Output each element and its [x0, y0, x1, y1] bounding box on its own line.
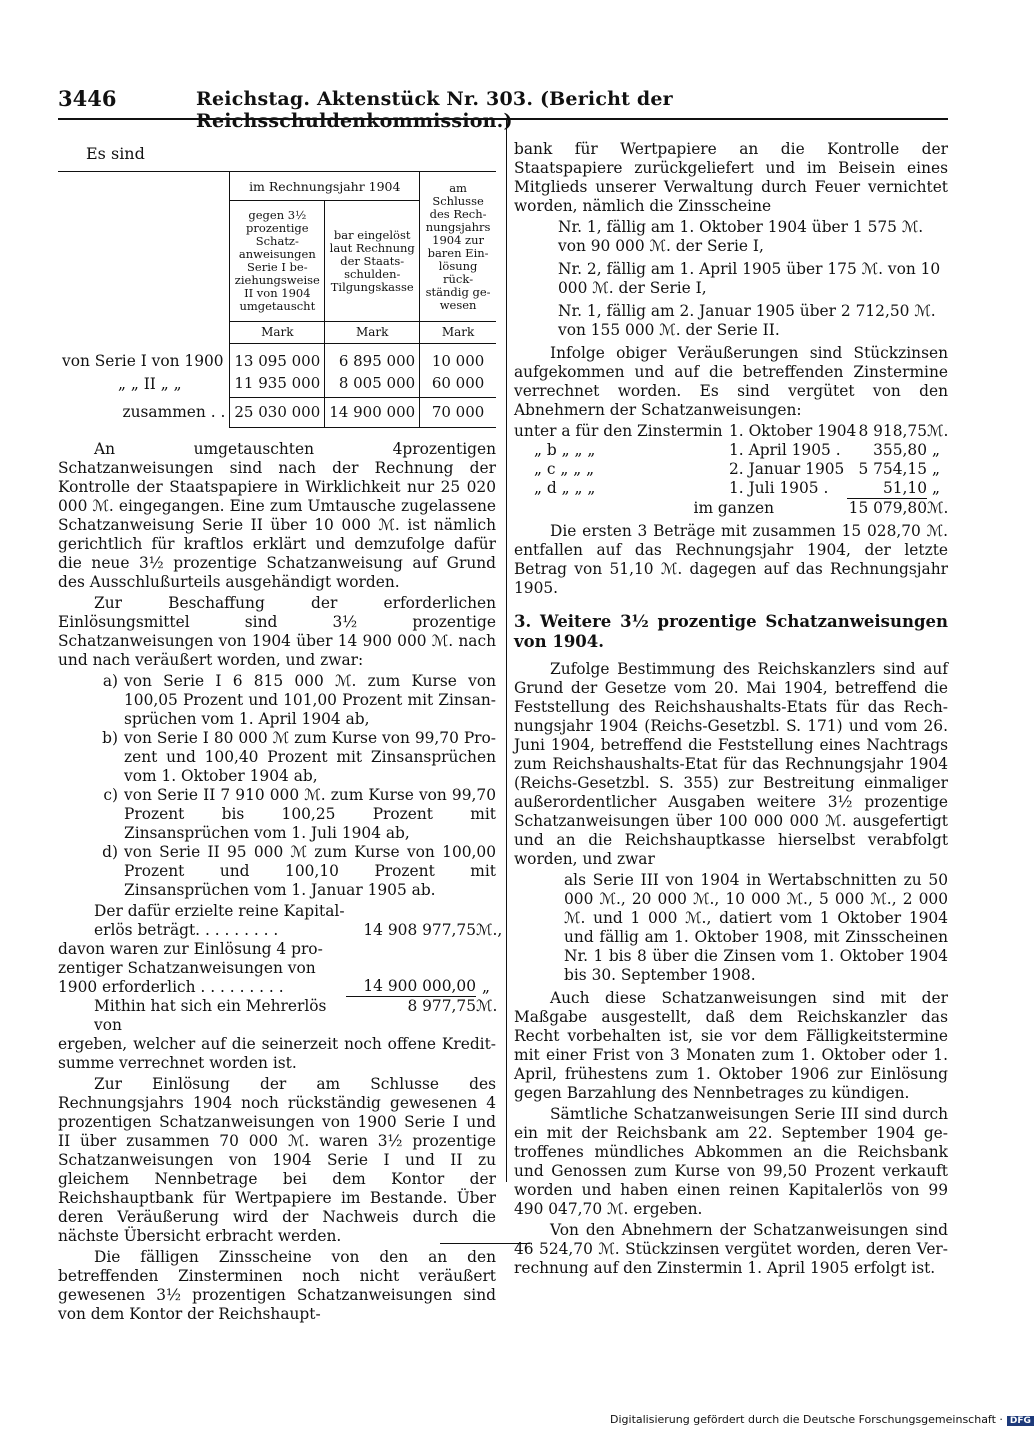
- amount-unit: ℳ.: [476, 996, 498, 1015]
- table-unit1: Mark: [230, 322, 325, 344]
- table-group-header: im Rechnungsjahr 1904: [230, 172, 420, 201]
- list-item-text: von Serie II 7 910 000 ℳ. zum Kurse von 99,70 Prozent bis 100,25 Prozent mit Zinsansprüchen vom 1. Juli 1904 ab,: [124, 785, 496, 842]
- list-item-text: von Serie I 80 000 ℳ zum Kurse von 99,70 Prozent und 100,40 Prozent mit Zinsansprüchen vom 1. Oktober 1904 ab,: [124, 728, 496, 785]
- list-item-key: d): [102, 842, 118, 861]
- amount-label: Mithin hat sich ein Mehrerlös von: [94, 996, 327, 1034]
- paragraph: Sämtliche Schatzanweisungen Serie III sind durch ein mit der Reichsbank am 22. September 1904 getroffenes mündliches Abkommen an die Reichsbank und Genossen zum Kurse von 99,50 Prozent verkauft worden und haben einen reinen Kapitalerlös von 99 490 047,70 ℳ. ergeben.: [514, 1105, 948, 1218]
- interest-date: 2. Januar 1905: [729, 460, 845, 478]
- list-item-key: c): [103, 785, 118, 804]
- list-item-key: a): [102, 671, 118, 690]
- running-title: Reichstag. Aktenstück Nr. 303. (Bericht der Reichsschuldenkommission.): [196, 88, 673, 132]
- interest-amount: 8 918,75: [858, 422, 927, 440]
- amount-unit: „: [482, 977, 490, 996]
- row-cell: 14 900 000: [325, 397, 420, 427]
- list-item: [58, 672, 496, 729]
- interest-amount: 51,10: [847, 479, 927, 499]
- interest-label: „ c „ „ „: [534, 460, 595, 478]
- paragraph: Die ersten 3 Beträge mit zusammen 15 028,70 ℳ. entfallen auf das Rechnungsjahr 1904, der letzte Betrag von 51,10 ℳ. dagegen auf das Rechnungsjahr 1905.: [514, 522, 948, 597]
- page-header: [58, 86, 948, 132]
- paragraph: Auch diese Schatzanweisungen sind mit der Maßgabe ausgestellt, daß dem Reichskanzler das Recht vorbehalten ist, sie vor dem Fälligkeitstermine mit einer Frist von 3 Monaten zum 1. Oktober oder 1. April, frühestens zum 1. Oktober 1906 zur Einlösung gegen Barzahlung des Nennbetrages zu kündigen.: [514, 989, 948, 1102]
- list-item-key: b): [102, 728, 118, 747]
- interest-date: 1. Oktober 1904: [729, 422, 857, 440]
- list-item-text: von Serie I 6 815 000 ℳ. zum Kurse von 100,05 Prozent und 101,00 Prozent mit Zinsansprüchen vom 1. April 1904 ab,: [124, 671, 496, 728]
- amount-row: [58, 997, 496, 1035]
- paragraph: Infolge obiger Veräußerungen sind Stückzinsen aufgekommen und auf die betreffenden Zinstermine verrechnet worden. Es sind vergütet von den Abnehmern der Schatzanweisungen:: [514, 344, 948, 419]
- right-column: [514, 140, 948, 1280]
- coupon-item: Nr. 1, fällig am 2. Januar 1905 über 2 712,50 ℳ. von 155 000 ℳ. der Serie II.: [558, 302, 936, 339]
- row-label: „ „ II „ „: [118, 374, 182, 393]
- paragraph: Die fälligen Zinsscheine von den an den betreffenden Zinsterminen noch nicht veräußert gewesenen 3½ prozentigen Schatzanweisungen sind von dem Kontor der Reichshaupt-: [58, 1247, 496, 1323]
- interest-row: [514, 441, 948, 460]
- sale-list: [58, 672, 496, 900]
- table-unit2: Mark: [325, 322, 420, 344]
- interest-amount: 355,80: [873, 441, 927, 459]
- interest-date: 1. April 1905 .: [729, 441, 841, 459]
- left-column: [58, 140, 503, 1326]
- amount-row: [58, 940, 496, 997]
- row-cell: 11 935 000: [230, 371, 325, 397]
- interest-list: [514, 422, 948, 518]
- table-row-total: [58, 397, 496, 427]
- row-cell: 6 895 000: [325, 344, 420, 372]
- paragraph: Zur Einlösung der am Schlusse des Rechnungsjahrs 1904 noch rückständig gewesenen 4 prozentigen Schatzanweisungen von 1900 Serie I und II über zusammen 70 000 ℳ. waren 3½ prozentige Schatzanweisungen von 1904 Serie I und II zu gleichem Nennbetrage bei dem Kontor der Reichshauptbank für Wertpapiere im Bestande. Über deren Veräußerung wird der Nachweis durch die nächste Übersicht erbracht werden.: [58, 1074, 496, 1245]
- table-row: [58, 344, 496, 372]
- interest-row: [514, 479, 948, 499]
- amount-label: Der dafür erzielte reine Kapitalerlös beträgt. . . . . . . . .: [94, 901, 345, 939]
- header-rule: [58, 118, 948, 120]
- section-heading: 3. Weitere 3½ prozentige Schatzanweisungen von 1904.: [514, 612, 948, 651]
- interest-amount: 5 754,15: [858, 460, 927, 478]
- paragraph: Von den Abnehmern der Schatzanweisungen sind 46 524,70 ℳ. Stückzinsen vergütet worden, deren Verrechnung auf den Zinstermin 1. April 1905 erfolgt ist.: [514, 1221, 948, 1277]
- row-cell: 10 000: [420, 344, 496, 372]
- column-divider: [506, 120, 507, 1182]
- footer: [610, 1413, 1031, 1426]
- list-item-text: von Serie II 95 000 ℳ zum Kurse von 100,00 Prozent und 100,10 Prozent mit Zinsansprüchen vom 1. Januar 1905 ab.: [124, 842, 496, 899]
- table-col3-header: am Schlusse des Rechnungsjahrs 1904 zur baren Einlösung rückständig gewesen: [420, 172, 496, 322]
- interest-unit: „: [932, 441, 940, 459]
- es-sind-label: Es sind: [86, 144, 145, 163]
- paragraph: Zufolge Bestimmung des Reichskanzlers sind auf Grund der Gesetze vom 20. Mai 1904, betreffend die Feststellung des Reichshaushalts-Etats für das Rechnungsjahr 1904 (Reichs-Gesetzbl. S. 171) und vom 26. Juni 1904, betreffend die Feststellung eines Nachtrags zum Reichshaushalts-Etat für das Rechnungsjahr 1904 (Reichs-Gesetzbl. S. 355) zur Bestreitung einmaliger außerordentlicher Ausgaben weitere 3½ prozentige Schatzanweisungen über 100 000 000 ℳ. ausgefertigt und an die Reichshauptkasse hierselbst verabfolgt worden, und zwar: [514, 660, 948, 868]
- redemption-table: [58, 171, 496, 428]
- row-cell: 70 000: [420, 397, 496, 427]
- amount-row: [58, 901, 503, 940]
- paragraph: Zur Beschaffung der erforderlichen Einlösungsmittel sind 3½ prozentige Schatzanweisungen von 1904 über 14 900 000 ℳ. nach und nach veräußert worden, und zwar:: [58, 593, 496, 669]
- row-cell: 60 000: [420, 371, 496, 397]
- list-item: [58, 843, 496, 900]
- coupon-item: Nr. 2, fällig am 1. April 1905 über 175 ℳ. von 10 000 ℳ. der Serie I,: [558, 260, 941, 297]
- interest-unit: „: [932, 479, 940, 497]
- interest-date: 1. Juli 1905 .: [729, 479, 829, 497]
- interest-total: [514, 499, 948, 518]
- paragraph: An umgetauschten 4prozentigen Schatzanweisungen sind nach der Rechnung der Kontrolle der Staatspapiere in Wirklichkeit nur 25 020 000 ℳ. eingegangen. Eine zum Umtausche zugelassene Schatzanweisung Serie II über 10 000 ℳ. ist nämlich gerichtlich für kraftlos erklärt und demzufolge dafür die neue 3½ prozentige Schatzanweisung auf Grund des Ausschlußurteils ausgehändigt worden.: [58, 439, 496, 591]
- list-item: [58, 786, 496, 843]
- table-stub-header: [58, 172, 230, 344]
- amount-unit: ℳ.,: [476, 920, 503, 939]
- amount-label: davon waren zur Einlösung 4 prozentiger Schatzanweisungen von 1900 erforderlich . . . . . . . . .: [58, 939, 323, 996]
- row-cell: 25 030 000: [230, 397, 325, 427]
- amount-value: 14 900 000,00: [346, 977, 476, 997]
- row-label: zusammen . .: [122, 402, 226, 421]
- interest-total-unit: ℳ.: [927, 499, 949, 517]
- table-row: [58, 371, 496, 397]
- spacer: [774, 499, 847, 518]
- interest-total-label: im ganzen: [693, 499, 774, 517]
- interest-label: „ b „ „ „: [534, 441, 596, 459]
- amount-value: 8 977,75: [407, 996, 476, 1015]
- list-item: [58, 729, 496, 786]
- interest-row: [514, 422, 948, 441]
- interest-total-amount: 15 079,80: [848, 499, 927, 517]
- table-col2-header: bar eingelöst laut Rechnung der Staatsschulden-Tilgungskasse: [325, 201, 420, 322]
- table-col1-header: gegen 3½ prozentige Schatzanweisungen Serie I beziehungsweise II von 1904 umgetauscht: [230, 201, 325, 322]
- dfg-logo-icon: DFG: [1007, 1416, 1034, 1426]
- interest-row: [514, 460, 948, 479]
- table-unit3: Mark: [420, 322, 496, 344]
- footer-text: Digitalisierung gefördert durch die Deutsche Forschungsgemeinschaft ·: [610, 1413, 1003, 1426]
- interest-unit: ℳ.: [927, 422, 949, 440]
- coupon-item: Nr. 1, fällig am 1. Oktober 1904 über 1 575 ℳ. von 90 000 ℳ. der Serie I,: [558, 218, 924, 255]
- interest-label: „ d „ „ „: [534, 479, 596, 497]
- interest-label: unter a für den Zinstermin: [514, 422, 723, 440]
- paragraph: ergeben, welcher auf die seinerzeit noch offene Kreditsumme verrechnet worden ist.: [58, 1034, 496, 1072]
- page-number: 3446: [58, 86, 117, 111]
- amount-value: 14 908 977,75: [363, 920, 476, 939]
- interest-unit: „: [932, 460, 940, 478]
- paragraph: als Serie III von 1904 in Wertabschnitten zu 50 000 ℳ., 20 000 ℳ., 10 000 ℳ., 5 000 ℳ., 2 000 ℳ. und 1 000 ℳ., datiert vom 1 Oktober 1904 und fällig am 1. Oktober 1908, mit Zinsscheinen Nr. 1 bis 8 über die Zinsen vom 1. Oktober 1904 bis 30. September 1908.: [564, 871, 948, 984]
- row-cell: 8 005 000: [325, 371, 420, 397]
- bottom-rule: [440, 1243, 530, 1244]
- row-label: von Serie I von 1900: [62, 351, 224, 370]
- row-cell: 13 095 000: [230, 344, 325, 372]
- paragraph: bank für Wertpapiere an die Kontrolle der Staatspapiere zurückgeliefert und im Beisein eines Mitglieds unserer Verwaltung durch Feuer vernichtet worden, nämlich die Zinsscheine: [514, 140, 948, 215]
